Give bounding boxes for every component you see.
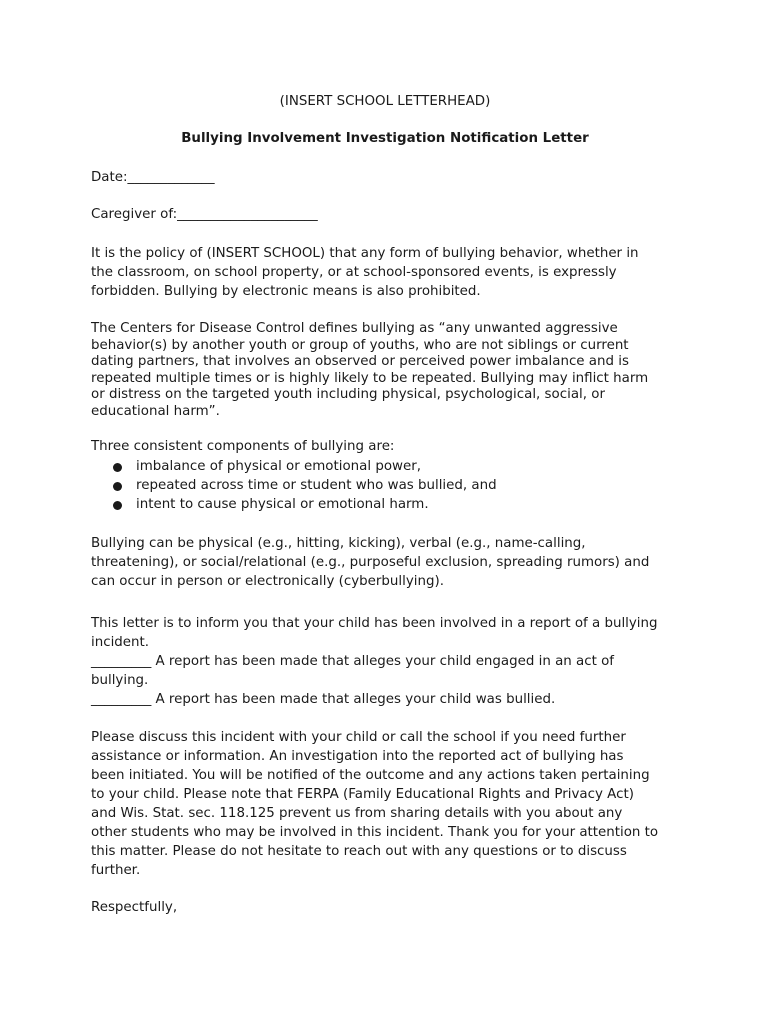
inform-line: bullying. [91, 673, 149, 688]
closing-line: Respectfully, [91, 900, 178, 915]
report-engaged-option: _________ A report has been made that alleges your child engaged in an act of [91, 654, 615, 669]
report-bullied-option: _________ A report has been made that alleges your child was bullied. [91, 692, 556, 707]
cdc-line: The Centers for Disease Control defines bullying as “any unwanted aggressive [91, 321, 618, 336]
cdc-line: or distress on the targeted youth including physical, psychological, social, or [91, 387, 605, 403]
discuss-paragraph [91, 728, 691, 880]
types-line: can occur in person or electronically (cyberbullying). [91, 574, 444, 589]
list-item-text: imbalance of physical or emotional power, [136, 459, 421, 474]
cdc-line: behavior(s) by another youth or group of youths, who are not siblings or current [91, 337, 629, 353]
types-line: Bullying can be physical (e.g., hitting, kicking), verbal (e.g., name-calling, [91, 536, 586, 551]
inform-line: This letter is to inform you that your child has been involved in a report of a bullying [91, 616, 658, 631]
list-item-text: repeated across time or student who was bullied, and [136, 478, 497, 494]
discuss-line: Please discuss this incident with your child or call the school if you need further [91, 730, 626, 745]
list-item [91, 495, 497, 514]
discuss-line: assistance or information. An investigation into the reported act of bullying has [91, 749, 624, 764]
list-item-text: intent to cause physical or emotional harm. [136, 497, 429, 513]
date-line: Date:_____________ [91, 170, 215, 185]
policy-line: the classroom, on school property, or at school-sponsored events, is expressly [91, 265, 617, 280]
inform-line: incident. [91, 635, 150, 650]
bullying-types-paragraph [91, 534, 691, 591]
caregiver-line: Caregiver of:_____________________ [91, 207, 318, 222]
policy-line: It is the policy of (INSERT SCHOOL) that any form of bullying behavior, whether in [91, 246, 639, 261]
policy-line: forbidden. Bullying by electronic means is also prohibited. [91, 284, 481, 299]
list-item [91, 476, 497, 495]
discuss-line: and Wis. Stat. sec. 118.125 prevent us from sharing details with you about any [91, 806, 623, 821]
discuss-line: further. [91, 863, 141, 878]
cdc-line: dating partners, that involves an observed or perceived power imbalance and is [91, 354, 629, 370]
discuss-line: other students who may be involved in this incident. Thank you for your attention to [91, 825, 659, 840]
letter-title: Bullying Involvement Investigation Notification Letter [181, 131, 589, 146]
policy-paragraph [91, 244, 691, 301]
types-line: threatening), or social/relational (e.g., purposeful exclusion, spreading rumors) and [91, 555, 650, 570]
discuss-line: been initiated. You will be notified of the outcome and any actions taken pertaining [91, 768, 650, 783]
discuss-line: to your child. Please note that FERPA (Family Educational Rights and Privacy Act) [91, 787, 634, 802]
inform-paragraph [91, 614, 691, 709]
cdc-line: educational harm”. [91, 403, 220, 419]
bullet-icon [113, 501, 122, 510]
bullet-icon [113, 463, 122, 472]
components-intro: Three consistent components of bullying are: [91, 439, 395, 454]
components-list [91, 457, 497, 515]
bullet-icon [113, 482, 122, 491]
letterhead-placeholder: (INSERT SCHOOL LETTERHEAD) [279, 94, 491, 109]
cdc-line: repeated multiple times or is highly likely to be repeated. Bullying may inflict harm [91, 370, 649, 386]
cdc-definition-paragraph [91, 321, 691, 421]
discuss-line: this matter. Please do not hesitate to reach out with any questions or to discuss [91, 844, 627, 859]
list-item [91, 457, 497, 476]
